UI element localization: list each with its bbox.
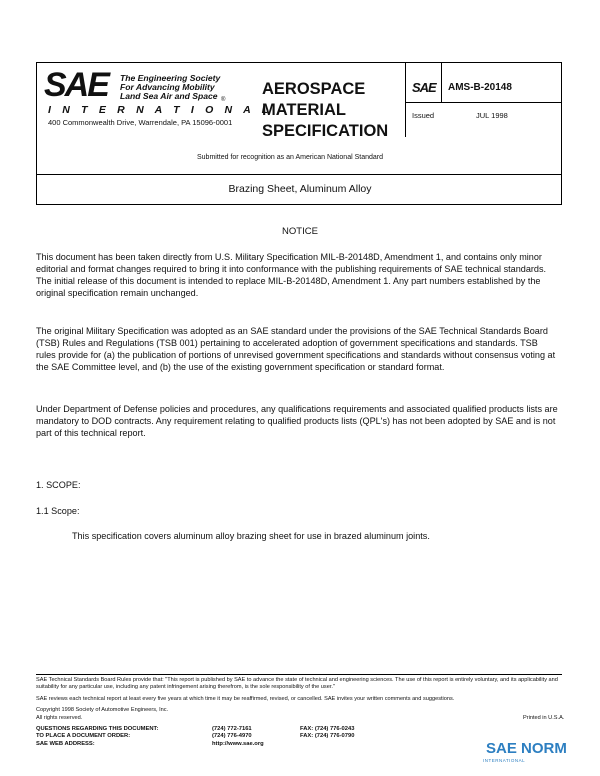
questions-phone: (724) 772-7161 <box>212 726 252 732</box>
sae-norm-subtitle: INTERNATIONAL <box>483 758 526 763</box>
section-1-heading: 1. SCOPE: <box>36 480 81 490</box>
docnum-box-rule <box>405 102 561 103</box>
sae-norm-watermark: SAE NORM <box>486 740 567 757</box>
notice-paragraph-2: The original Military Specification was adopted as an SAE standard under the provisions of the SAE Technical Standards Board (TSB) Rules and Regulations (TSB 001) pertaining to accelerated adoption of government specifications and standards. TSB rules provide for (a) the publication of portions of unrevised government specifications and standards without consensus voting at the SAE Committee level, and (b) the use of the existing government specification or standard format. <box>36 326 556 373</box>
issued-label: Issued <box>412 111 435 120</box>
order-phone: (724) 776-4970 <box>212 733 252 739</box>
footer-rule <box>36 674 562 675</box>
notice-paragraph-3: Under Department of Defense policies and procedures, any qualifications requirements and associated qualified products lists are mandatory to DOD contracts. Any requirement relating to qualified products lists (QPL's) has not been adopted by SAE and is not part of this technical report. <box>36 404 558 439</box>
docnum-box-left <box>405 62 406 137</box>
printed-in: Printed in U.S.A. <box>523 715 565 721</box>
section-1-1-text: This specification covers aluminum alloy brazing sheet for use in brazed aluminum joints. <box>72 531 430 541</box>
submitted-note: Submitted for recognition as an American National Standard <box>197 154 383 161</box>
questions-label: QUESTIONS REGARDING THIS DOCUMENT: <box>36 726 159 732</box>
doc-type-line-2: MATERIAL <box>262 101 347 119</box>
order-fax: FAX: (724) 776-0790 <box>300 733 355 739</box>
sae-address: 400 Commonwealth Drive, Warrendale, PA 15096-0001 <box>48 118 233 127</box>
section-1-1-heading: 1.1 Scope: <box>36 506 80 516</box>
document-number: AMS-B-20148 <box>448 82 512 93</box>
header-divider <box>36 174 562 175</box>
web-url[interactable]: http://www.sae.org <box>212 741 264 747</box>
registered-mark: ® <box>221 97 226 103</box>
document-type <box>262 79 388 142</box>
header-border-top <box>36 62 562 63</box>
tagline-line-2: For Advancing Mobility <box>120 82 215 92</box>
tsb-disclaimer: SAE Technical Standards Board Rules provide that: "This report is published by SAE to advance the state of technical and engineering sciences. The use of this report is entirely voluntary, and its applicability and suitability for any particular use, including any patent infringement arising therefrom, is the sole responsibility of the user." <box>36 677 558 690</box>
doc-type-line-3: SPECIFICATION <box>262 122 389 140</box>
order-label: TO PLACE A DOCUMENT ORDER: <box>36 733 131 739</box>
sae-logo: SAE <box>44 66 108 104</box>
document-subject: Brazing Sheet, Aluminum Alloy <box>228 183 372 195</box>
tagline-line-1: The Engineering Society <box>120 73 221 83</box>
notice-heading: NOTICE <box>282 226 318 237</box>
questions-fax: FAX: (724) 776-0243 <box>300 726 355 732</box>
doc-type-line-1: AEROSPACE <box>262 80 366 98</box>
header-border-bottom <box>36 204 562 205</box>
web-label: SAE WEB ADDRESS: <box>36 741 95 747</box>
issued-date: JUL 1998 <box>476 111 508 120</box>
international-wordmark: I N T E R N A T I O N A L <box>48 104 273 116</box>
review-note: SAE reviews each technical report at least every five years at which time it may be reaffirmed, revised, or cancelled. SAE invites your written comments and suggestions. <box>36 696 455 702</box>
rights-reserved: All rights reserved. <box>36 715 83 721</box>
sae-small-logo: SAE <box>412 80 436 95</box>
tagline-line-3: Land Sea Air and Space <box>120 91 218 101</box>
docnum-box-mid <box>441 62 442 102</box>
notice-paragraph-1: This document has been taken directly from U.S. Military Specification MIL-B-20148D, Amendment 1, and contains only minor editorial and format changes required to bring it into conformance with the publishing requirements of SAE technical standards. The initial release of this document is intended to replace MIL-B-20148D, Amendment 1. Any part numbers established by the original specification remain unchanged. <box>36 252 547 299</box>
copyright: Copyright 1998 Society of Automotive Engineers, Inc. <box>36 707 169 713</box>
